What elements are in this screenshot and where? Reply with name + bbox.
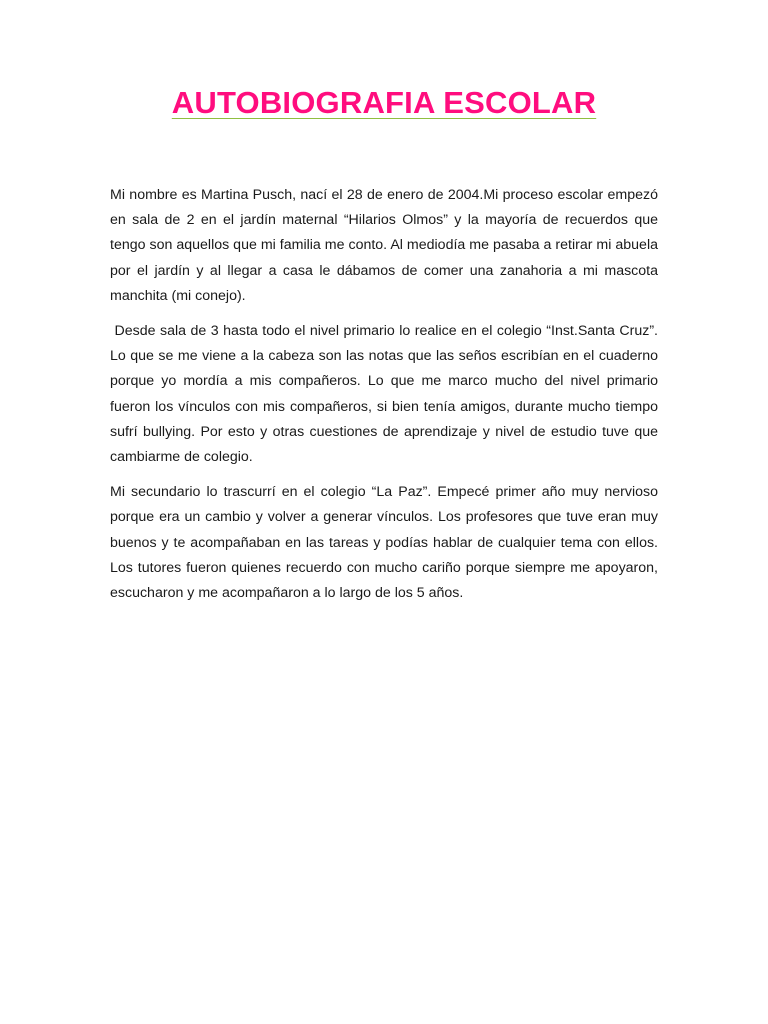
paragraph-3: Mi secundario lo trascurrí en el colegio “La Paz”. Empecé primer año muy nervioso porque era un cambio y volver a generar vínculos. Los profesores que tuve eran muy buenos y te acompañaban en las tareas y podías hablar de cualquier tema con ellos. Los tutores fueron quienes recuerdo con mucho cariño porque siempre me apoyaron, escucharon y me acompañaron a lo largo de los 5 años. (110, 484, 658, 602)
paragraph-2: Desde sala de 3 hasta todo el nivel primario lo realice en el colegio “Inst.Santa Cruz”. Lo que se me viene a la cabeza son las notas que las seños escribían en el cuaderno porque yo mordía a mis compañeros. Lo que me marco mucho del nivel primario fueron los vínculos con mis compañeros, si bien tenía amigos, durante mucho tiempo sufrí bullying. Por esto y otras cuestiones de aprendizaje y nivel de estudio tuve que cambiarme de colegio. (110, 323, 662, 466)
title-container (0, 84, 768, 122)
document-title: AUTOBIOGRAFIA ESCOLAR (171, 85, 597, 120)
paragraph-1: Mi nombre es Martina Pusch, nací el 28 de enero de 2004.Mi proceso escolar empezó en sala de 2 en el jardín maternal “Hilarios Olmos” y la mayoría de recuerdos que tengo son aquellos que mi familia me conto. Al mediodía me pasaba a retirar mi abuela por el jardín y al llegar a casa le dábamos de comer una zanahoria a mi mascota manchita (mi conejo). (110, 187, 658, 304)
document-body (110, 183, 662, 616)
